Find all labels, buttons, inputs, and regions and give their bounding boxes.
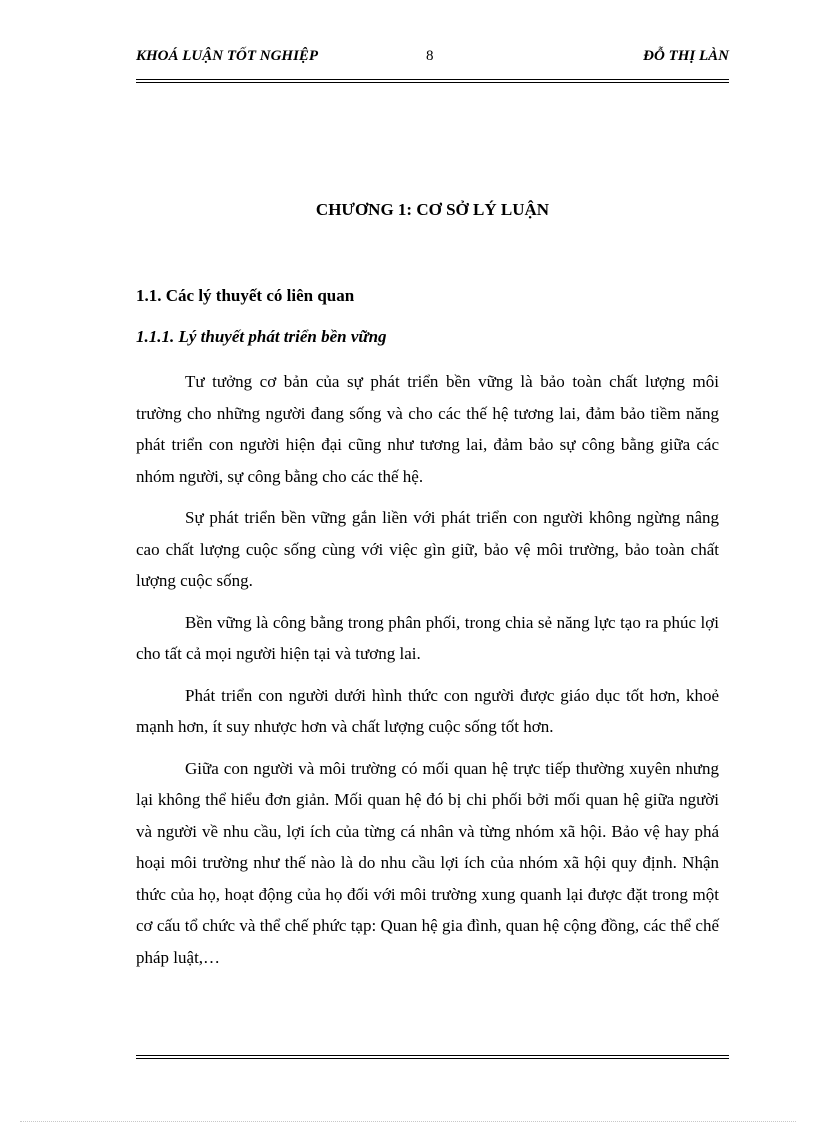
- footer-rule-top: [136, 1055, 729, 1056]
- paragraph: Tư tưởng cơ bản của sự phát triển bền vững là bảo toàn chất lượng môi trường cho những người đang sống và cho các thế hệ tương lai, đảm bảo tiềm năng phát triển con người hiện đại cũng như tương lai, đảm bảo sự công bằng giữa các nhóm người, sự công bằng cho các thế hệ.: [136, 372, 719, 486]
- paragraph: Phát triển con người dưới hình thức con người được giáo dục tốt hơn, khoẻ mạnh hơn, ít suy nhược hơn và chất lượng cuộc sống tốt hơn.: [136, 685, 719, 736]
- header-rule-top: [136, 79, 729, 80]
- page-header: [136, 48, 729, 70]
- subsection-heading: 1.1.1. Lý thuyết phát triển bền vững: [136, 327, 387, 346]
- paragraph: Bền vững là công bằng trong phân phối, trong chia sẻ năng lực tạo ra phúc lợi cho tất cả mọi người hiện tại và tương lai.: [136, 612, 719, 663]
- header-page-number: 8: [426, 48, 434, 64]
- chapter-title: CHƯƠNG 1: CƠ SỞ LÝ LUẬN: [315, 200, 550, 219]
- header-rule-bottom: [136, 82, 729, 83]
- page-bottom-border: [20, 1121, 796, 1122]
- paragraph: Giữa con người và môi trường có mối quan hệ trực tiếp thường xuyên nhưng lại không thể hiểu đơn giản. Mối quan hệ đó bị chi phối bởi mối quan hệ giữa người và người về nhu cầu, lợi ích của từng cá nhân và từng nhóm xã hội. Bảo vệ hay phá hoại môi trường như thế nào là do nhu cầu lợi ích của nhóm xã hội quy định. Nhận thức của họ, hoạt động của họ đối với môi trường xung quanh lại được đặt trong một cơ cấu tổ chức và thể chế phức tạp: Quan hệ gia đình, quan hệ cộng đồng, các thể chế pháp luật,…: [136, 758, 719, 967]
- paragraph: Sự phát triển bền vững gắn liền với phát triển con người không ngừng nâng cao chất lượng cuộc sống cùng với việc gìn giữ, bảo vệ môi trường, bảo toàn chất lượng cuộc sống.: [136, 508, 719, 590]
- section-heading: 1.1. Các lý thuyết có liên quan: [136, 286, 355, 305]
- footer-rule-bottom: [136, 1058, 729, 1059]
- header-author-name: ĐỖ THỊ LÀN: [643, 48, 729, 64]
- header-thesis-label: KHOÁ LUẬN TỐT NGHIỆP: [136, 48, 319, 64]
- body-text: [136, 366, 719, 983]
